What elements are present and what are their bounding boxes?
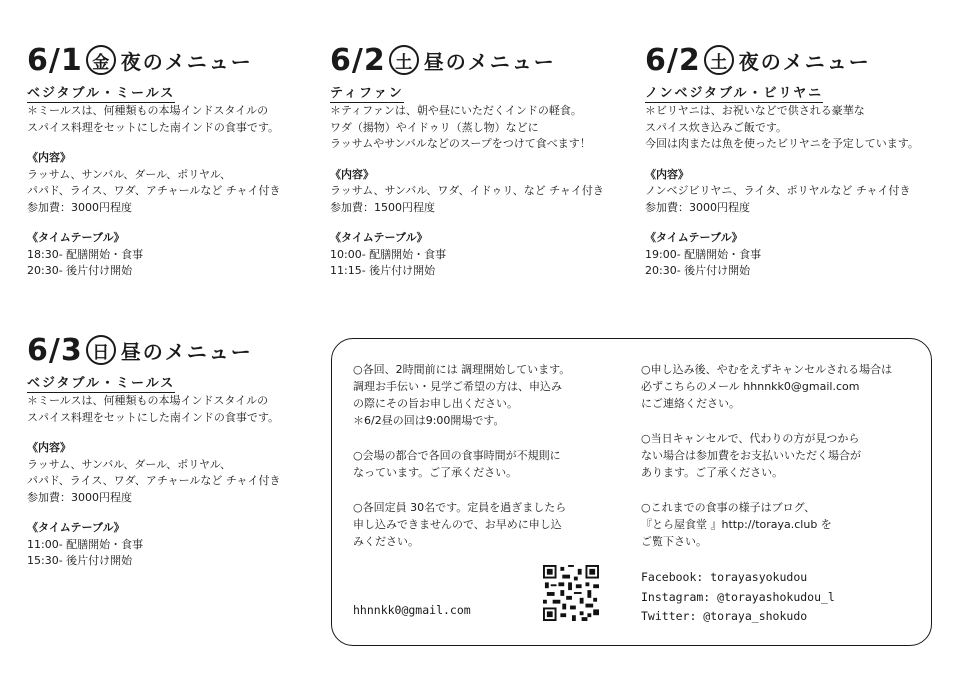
description-line: ＊ティファンは、朝や昼にいただくインドの軽食。 (330, 104, 582, 117)
note-line: ○申し込み後、やむをえずキャンセルされる場合は (641, 363, 893, 376)
note-line: ○これまでの食事の様子はブログ、 (641, 501, 816, 514)
timetable-header: 《タイムテーブル》 (330, 231, 428, 244)
contents-line: パパド、ライス、ワダ、アチャールなど チャイ付き (27, 184, 281, 197)
description-line: スパイス料理をセットにした南インドの食事です。 (27, 120, 280, 134)
menu-title: 夜のメニュー (738, 49, 871, 74)
fee-text: 参加費：3000円程度 (27, 490, 132, 504)
menu-subtitle: ノンベジタブル・ビリヤニ (645, 82, 823, 103)
contents-line: ラッサム、サンバル、ダール、ポリヤル、 (27, 457, 232, 471)
timetable-line: 10:00- 配膳開始・食事 (330, 247, 447, 261)
notes-right-column (641, 361, 921, 627)
menu-subtitle: ティファン (330, 82, 404, 103)
fee-text: 参加費：1500円程度 (330, 200, 435, 214)
menu-heading (27, 40, 281, 80)
description-line: ワダ（揚物）やイドゥリ（蒸し物）などに (330, 120, 539, 134)
contents-header: 《内容》 (330, 167, 374, 181)
notes-left-column (353, 361, 623, 568)
contents-line: ノンベジビリヤニ、ライタ、ポリヤルなど チャイ付き (645, 184, 911, 197)
contents-line: ラッサム、サンバル、ダール、ポリヤル、 (27, 167, 232, 181)
menu-date: 6/2 (330, 42, 386, 78)
facebook-link[interactable]: Facebook: torayasyokudou (641, 570, 808, 584)
menu-heading (27, 330, 281, 370)
note-line: 申し込みできませんので、お早めに申し込 (353, 518, 562, 531)
note-line: あります。ご了承ください。 (641, 466, 784, 479)
note-line: ○各回、2時間前には 調理開始しています。 (353, 363, 571, 376)
menu-title: 夜のメニュー (120, 49, 253, 74)
note-irregular-times (353, 447, 623, 481)
menu-date: 6/1 (27, 42, 83, 78)
menu-block-0603-lunch (27, 330, 281, 570)
contents-line: ラッサム、サンバル、ワダ、イドゥリ、など チャイ付き (330, 184, 604, 197)
contents-header: 《内容》 (27, 441, 71, 454)
note-line: にご連絡ください。 (641, 397, 740, 410)
timetable-line: 11:15- 後片付け開始 (330, 264, 436, 277)
menu-subtitle: ベジタブル・ミールス (27, 372, 175, 393)
social-links (641, 568, 921, 627)
weekday-circle: 日 (86, 335, 116, 365)
note-line: の際にその旨お申し出ください。 (353, 397, 518, 410)
timetable-line: 20:30- 後片付け開始 (27, 264, 133, 277)
note-cancellation-contact (641, 361, 921, 412)
note-same-day-cancellation (641, 430, 921, 481)
note-line: ない場合は参加費をお支払いいただく場合が (641, 449, 861, 462)
menu-block-0601-dinner (27, 40, 281, 280)
menu-subtitle: ベジタブル・ミールス (27, 82, 175, 103)
note-line: ○会場の都合で各回の食事時間が不規則に (353, 449, 561, 462)
note-line: ＊6/2昼の回は9:00開場です。 (353, 414, 505, 427)
timetable-header: 《タイムテーブル》 (27, 521, 125, 534)
timetable-header: 《タイムテーブル》 (645, 231, 743, 244)
timetable-line: 15:30- 後片付け開始 (27, 554, 133, 567)
menu-date: 6/3 (27, 332, 83, 368)
note-capacity (353, 499, 623, 550)
contents-header: 《内容》 (645, 167, 689, 181)
note-line: ご覧下さい。 (641, 535, 707, 548)
description-line: ＊ミールスは、何種類もの本場インドスタイルの (27, 104, 269, 117)
timetable-line: 18:30- 配膳開始・食事 (27, 247, 144, 261)
menu-block-0602-dinner (645, 40, 919, 280)
timetable-line: 19:00- 配膳開始・食事 (645, 247, 762, 261)
weekday-circle: 土 (704, 45, 734, 75)
menu-heading (330, 40, 604, 80)
note-line: みください。 (353, 535, 419, 548)
menu-heading (645, 40, 919, 80)
note-line: ○各回定員 30名です。定員を過ぎましたら (353, 501, 567, 514)
description-line: スパイス炊き込みご飯です。 (645, 120, 788, 134)
instagram-link[interactable]: Instagram: @torayashokudou_l (641, 589, 835, 604)
note-line: 『とら屋食堂 』http://toraya.club を (641, 518, 832, 531)
menu-block-0602-lunch (330, 40, 604, 280)
note-line: 調理お手伝い・見学ご希望の方は、申込み (353, 380, 562, 393)
note-line: なっています。ご了承ください。 (353, 466, 518, 479)
note-cooking-start (353, 361, 623, 429)
timetable-line: 20:30- 後片付け開始 (645, 264, 751, 277)
fee-text: 参加費：3000円程度 (645, 200, 750, 214)
menu-date: 6/2 (645, 42, 701, 78)
description-line: ＊ミールスは、何種類もの本場インドスタイルの (27, 394, 269, 407)
weekday-circle: 土 (389, 45, 419, 75)
twitter-link[interactable]: Twitter: @toraya_shokudo (641, 609, 808, 623)
weekday-circle: 金 (86, 45, 116, 75)
description-line: スパイス料理をセットにした南インドの食事です。 (27, 410, 280, 424)
note-line: 必ずこちらのメール hhnnkk0@gmail.com (641, 380, 860, 393)
contents-header: 《内容》 (27, 151, 71, 164)
contents-line: パパド、ライス、ワダ、アチャールなど チャイ付き (27, 474, 281, 487)
contact-email[interactable]: hhnnkk0@gmail.com (353, 603, 471, 617)
menu-title: 昼のメニュー (423, 49, 556, 74)
description-line: ラッサムやサンバルなどのスープをつけて食べます！ (330, 137, 591, 150)
description-line: ＊ビリヤニは、お祝いなどで供される豪華な (645, 104, 865, 117)
notes-box (331, 338, 932, 646)
timetable-header: 《タイムテーブル》 (27, 231, 125, 244)
timetable-line: 11:00- 配膳開始・食事 (27, 537, 144, 551)
menu-title: 昼のメニュー (120, 339, 253, 364)
description-line: 今回は肉または魚を使ったビリヤニを予定しています。 (645, 137, 919, 150)
note-blog (641, 499, 921, 550)
fee-text: 参加費：3000円程度 (27, 200, 132, 214)
note-line: ○当日キャンセルで、代わりの方が見つから (641, 432, 860, 445)
qr-code-icon[interactable] (543, 565, 599, 621)
